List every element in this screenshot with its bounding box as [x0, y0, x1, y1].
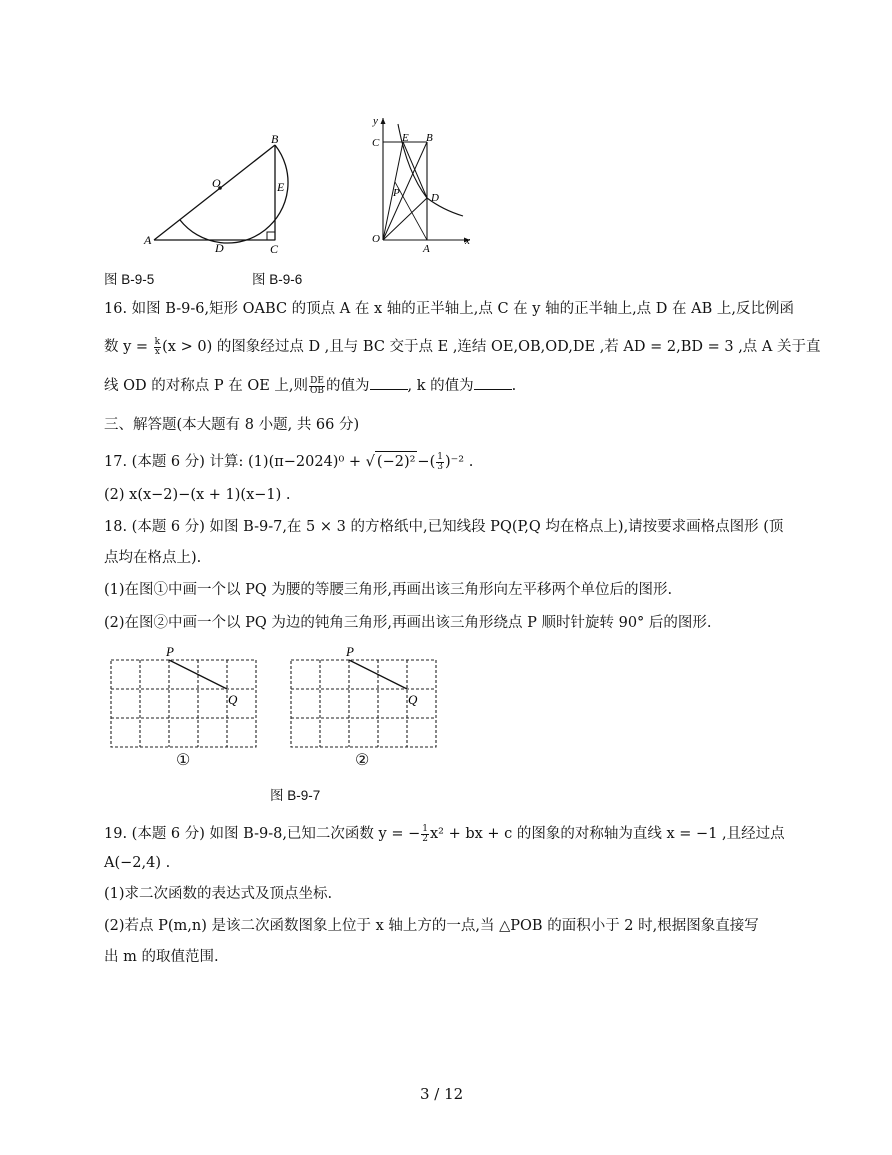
q16-line-3: [104, 375, 516, 396]
q16-line-2-b: (x > 0) 的图象经过点 D ,且与 BC 交于点 E ,连结 OE,OB,OD,DE ,若 AD = 2,BD = 3 ,点 A 关于直: [162, 339, 821, 355]
q17-frac-den: 3: [437, 461, 443, 472]
b95-label-O: O: [212, 176, 221, 190]
grid-1-tag: ①: [176, 750, 191, 769]
q18-line-1: 18. (本题 6 分) 如图 B-9-7,在 5 × 3 的方格纸中,已知线段 PQ(P,Q 均在格点上),请按要求画格点图形 (顶: [104, 519, 784, 535]
q17-frac-1-3: [436, 453, 444, 472]
b96-label-O: O: [372, 233, 380, 245]
q19-line-1-a: 19. (本题 6 分) 如图 B-9-8,已知二次函数 y = −: [104, 826, 421, 842]
q19-line-3: (1)求二次函数的表达式及顶点坐标.: [104, 886, 333, 902]
q16-frac2-num: DE: [310, 375, 324, 386]
q16-answer-blank-2[interactable]: [474, 375, 512, 390]
grid1-label-Q: Q: [228, 692, 238, 707]
q16-frac-de-ob: [309, 377, 325, 396]
q16-frac-num: k: [154, 336, 161, 347]
q16-line-3-c: , k 的值为: [407, 378, 474, 394]
b95-label-E: E: [277, 180, 285, 194]
q17-line-1-c: )⁻² .: [444, 454, 474, 470]
b96-label-P: P: [393, 187, 400, 199]
q17-line-2: (2) x(x−2)−(x + 1)(x−1) .: [104, 487, 291, 503]
b95-label-A: A: [144, 233, 152, 247]
grid2-label-Q: Q: [408, 692, 418, 707]
caption-b-9-6: 图 B-9-6: [252, 272, 303, 287]
q19-line-1-b: x² + bx + c 的图象的对称轴为直线 x = −1 ,且经过点: [429, 826, 785, 842]
q16-line-3-d: .: [511, 378, 517, 394]
page-number: 3 / 12: [420, 1085, 464, 1103]
b95-label-C: C: [270, 242, 279, 256]
q17-line-1-a: 17. (本题 6 分) 计算: (1)(π−2024)⁰ +: [104, 454, 366, 470]
grid1-label-P: P: [166, 644, 174, 659]
b96-label-A: A: [423, 243, 430, 252]
b96-label-B: B: [426, 132, 433, 144]
q16-frac-k-x: [154, 338, 161, 357]
q18-line-4-a: (2)在图: [104, 615, 154, 631]
q18-line-2: 点均在格点上).: [104, 550, 202, 566]
b95-label-D: D: [215, 241, 224, 255]
b96-label-C: C: [372, 137, 380, 149]
q18-line-4-tag: ②: [153, 615, 169, 631]
q18-line-4: [104, 613, 712, 633]
q16-answer-blank-1[interactable]: [370, 375, 408, 390]
grid-2-tag: ②: [355, 750, 370, 769]
q16-line-2-a: 数 y =: [104, 339, 153, 355]
section-3-heading: 三、解答题(本大题有 8 小题, 共 66 分): [104, 417, 360, 433]
figure-b-9-5: [140, 132, 300, 257]
q16-frac-den: x: [154, 346, 160, 357]
q18-line-4-b: 中画一个以 PQ 为边的钝角三角形,再画出该三角形绕点 P 顺时针旋转 90° 后的图形.: [168, 615, 712, 631]
b96-label-x: x: [465, 235, 470, 247]
q17-line-1-b: −(: [417, 454, 436, 470]
q17-frac-num: 1: [437, 451, 443, 462]
caption-b-9-5: 图 B-9-5: [104, 272, 155, 287]
q16-frac2-den: OB: [310, 385, 325, 396]
figure-b-9-7-grid-1: [108, 643, 260, 751]
q19-line-2: A(−2,4) .: [104, 855, 171, 871]
q19-line-1: [104, 824, 785, 844]
q18-line-3: [104, 580, 672, 600]
q16-line-3-b: 的值为: [326, 378, 370, 394]
q17-sqrt-content: (−2)²: [375, 451, 418, 472]
q16-line-1: 16. 如图 B-9-6,矩形 OABC 的顶点 A 在 x 轴的正半轴上,点 C 在 y 轴的正半轴上,点 D 在 AB 上,反比例函: [104, 301, 794, 317]
q19-line-4: (2)若点 P(m,n) 是该二次函数图象上位于 x 轴上方的一点,当 △POB 的面积小于 2 时,根据图象直接写: [104, 918, 759, 934]
q16-line-3-a: 线 OD 的对称点 P 在 OE 上,则: [104, 378, 309, 394]
figure-b-9-6: [365, 112, 480, 252]
b96-label-y: y: [373, 115, 378, 127]
b96-label-E: E: [402, 132, 409, 144]
q17-line-1: [104, 451, 473, 472]
b96-label-D: D: [431, 192, 439, 204]
q18-line-3-tag: ①: [153, 582, 169, 598]
sqrt-icon: √: [365, 454, 375, 470]
figure-b-9-7-grid-2: [288, 643, 440, 751]
q19-frac-1-2: [421, 825, 429, 844]
q16-line-2: [104, 337, 821, 357]
q18-line-3-a: (1)在图: [104, 582, 154, 598]
b95-label-B: B: [271, 132, 279, 146]
grid2-label-P: P: [346, 644, 354, 659]
q19-frac-den: 2: [422, 833, 428, 844]
q19-frac-num: 1: [422, 823, 428, 834]
caption-b-9-7: 图 B-9-7: [270, 788, 321, 803]
q18-line-3-b: 中画一个以 PQ 为腰的等腰三角形,再画出该三角形向左平移两个单位后的图形.: [168, 582, 673, 598]
q19-line-5: 出 m 的取值范围.: [104, 949, 219, 965]
